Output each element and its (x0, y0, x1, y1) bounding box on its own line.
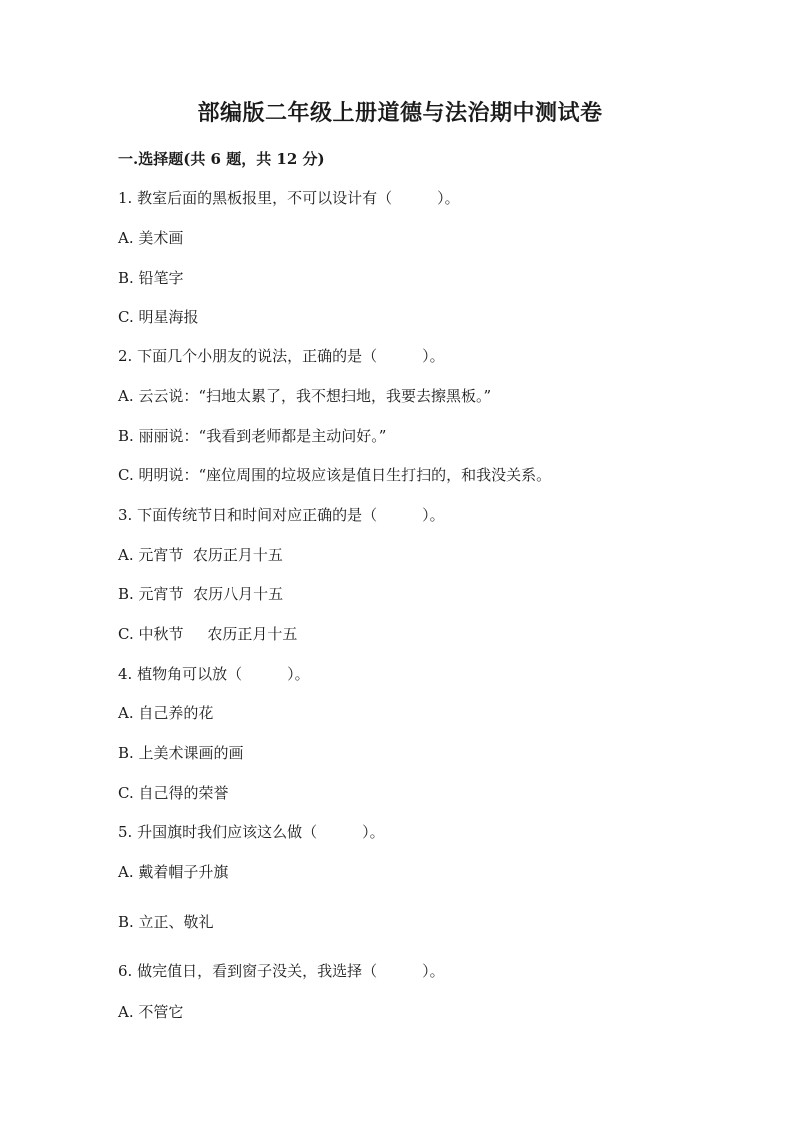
question-1-option-b: B. 铅笔字 (118, 269, 184, 287)
question-6-stem: 6. 做完值日，看到窗子没关，我选择（ ）。 (118, 962, 445, 980)
question-1-stem: 1. 教室后面的黑板报里，不可以设计有（ ）。 (118, 189, 460, 207)
question-5-stem: 5. 升国旗时我们应该这么做（ ）。 (118, 823, 385, 841)
question-3-option-b: B. 元宵节 农历八月十五 (118, 585, 284, 603)
question-2-stem: 2. 下面几个小朋友的说法，正确的是（ ）。 (118, 347, 445, 365)
section-heading: 一.选择题(共 6 题，共 12 分) (118, 150, 325, 168)
question-2-option-b: B. 丽丽说：“我看到老师都是主动问好。” (118, 427, 387, 445)
question-2-option-a: A. 云云说：“扫地太累了，我不想扫地，我要去擦黑板。” (118, 387, 492, 405)
question-4-option-b: B. 上美术课画的画 (118, 744, 244, 762)
question-3-option-a: A. 元宵节 农历正月十五 (118, 546, 283, 564)
question-6-option-a: A. 不管它 (118, 1003, 184, 1021)
question-5-option-a: A. 戴着帽子升旗 (118, 863, 229, 881)
question-4-option-a: A. 自己养的花 (118, 704, 214, 722)
question-5-option-b: B. 立正、敬礼 (118, 913, 214, 931)
question-2-option-c: C. 明明说：“座位周围的垃圾应该是值日生打扫的，和我没关系。 (118, 466, 552, 484)
question-3-option-c: C. 中秋节 农历正月十五 (118, 625, 298, 643)
question-4-option-c: C. 自己得的荣誉 (118, 784, 229, 802)
question-1-option-c: C. 明星海报 (118, 308, 199, 326)
question-1-option-a: A. 美术画 (118, 229, 184, 247)
page-title: 部编版二年级上册道德与法治期中测试卷 (197, 100, 603, 126)
question-3-stem: 3. 下面传统节日和时间对应正确的是（ ）。 (118, 506, 445, 524)
question-4-stem: 4. 植物角可以放（ ）。 (118, 665, 310, 683)
